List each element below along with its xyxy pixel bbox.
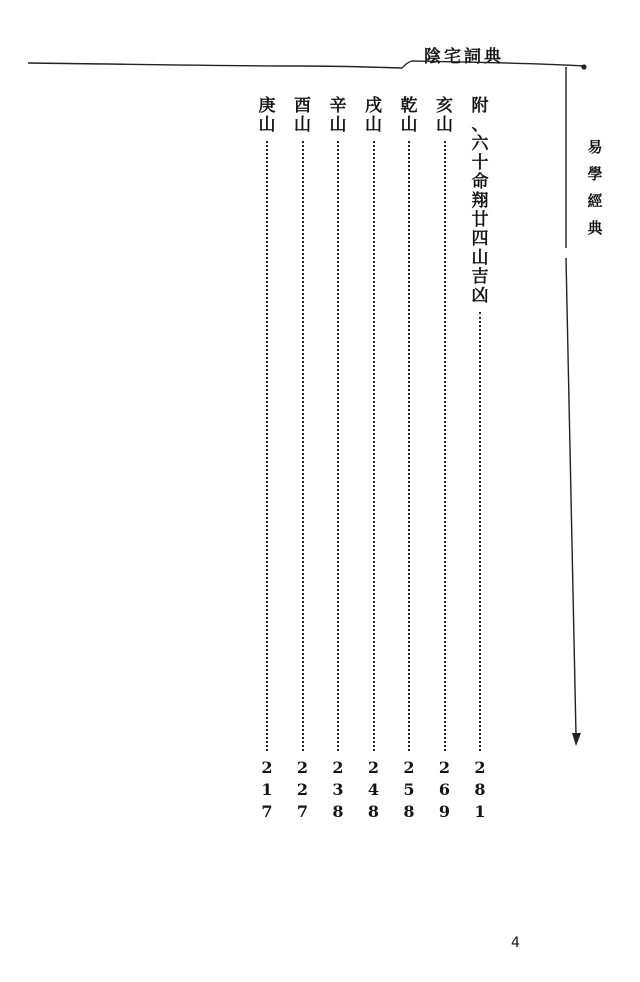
toc-entry-page: 2 3 8 [332,758,344,821]
toc-entry[interactable] [435,97,455,857]
toc-entry-title: 酉 山 [294,96,311,135]
side-series-title: 易 學 經 典 [587,138,603,237]
toc-entry[interactable] [293,97,313,857]
header-rule-dot [581,64,586,69]
toc-dot-leader [408,141,410,751]
toc-dot-leader [302,141,304,751]
toc-entry-title: 戌 山 [365,96,382,135]
toc-dot-leader [444,141,446,751]
toc-entry-title: 庚 山 [258,96,276,135]
side-rule-arrowhead [572,733,581,746]
running-head-title: 陰宅詞典 [424,47,504,67]
toc-dot-leader [479,312,481,751]
toc-entry[interactable] [257,97,277,857]
toc-dot-leader [266,141,268,751]
toc-entry-title: 乾 山 [400,96,418,135]
toc-entry-title: 辛 山 [329,96,347,135]
toc-entry-page: 2 1 7 [261,758,273,821]
toc-entry-page: 2 5 8 [403,758,415,821]
toc-entry-page: 2 8 1 [474,758,486,821]
toc-entry[interactable] [364,97,384,857]
toc-entry-page: 2 6 9 [438,758,451,821]
toc-entry[interactable] [470,97,490,857]
toc-entry[interactable] [399,97,419,857]
toc-entry-page: 2 4 8 [367,758,380,821]
toc-entry[interactable] [328,97,348,857]
page-number: 4 [511,935,520,951]
toc-entry-title: 亥 山 [436,96,453,135]
toc-dot-leader [373,141,375,751]
toc-entry-page: 2 2 7 [296,758,309,821]
side-rule-lower [566,258,576,735]
toc-entry-title: 附 、 六 十 命 翔 廿 四 山 吉 凶 [471,96,489,306]
toc-dot-leader [337,141,339,751]
